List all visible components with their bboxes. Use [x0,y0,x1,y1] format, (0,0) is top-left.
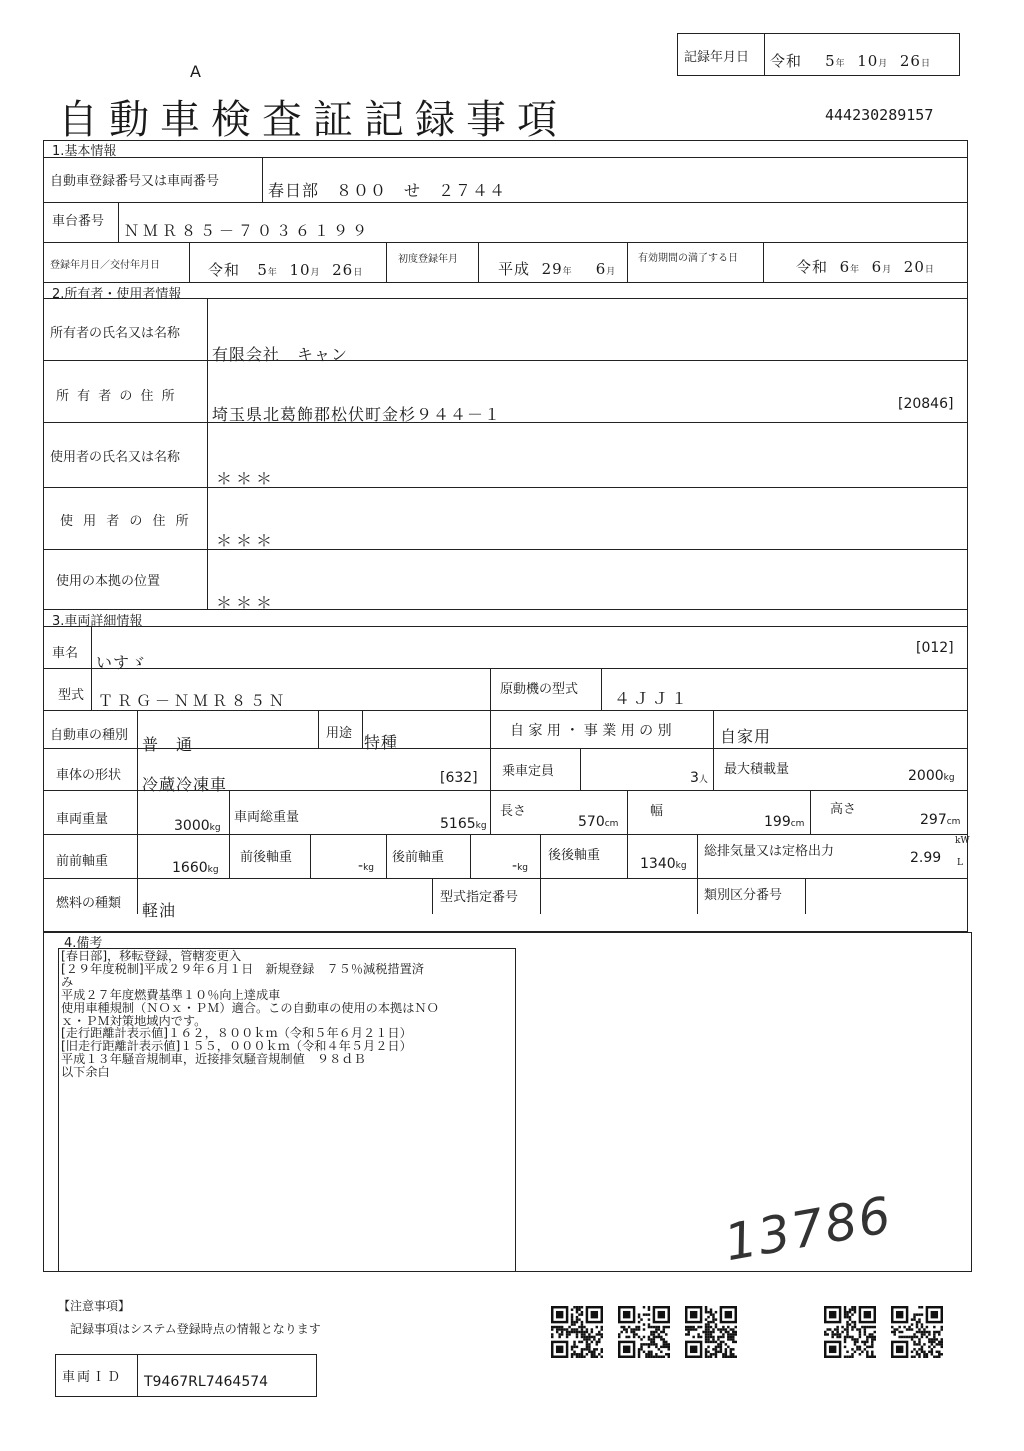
width-value: 199 [764,814,791,830]
engine: ４ＪＪ１ [614,689,691,708]
record-date-year: 5 [825,52,836,70]
qr-code-icon [618,1306,670,1358]
remark-line: [走行距離計表示値]１６２，８００ｋｍ（令和５年６月２１日） [61,1026,412,1041]
private-label: 自 家 用 ・ 事 業 用 の 別 [510,723,672,739]
section2-title: 2.所有者・使用者情報 [52,287,182,302]
reg-date-day: 26 [332,261,354,279]
rr-axle: 1340kg [640,856,687,872]
weight-label: 車両重量 [56,812,109,827]
height-value: 297 [920,812,947,828]
expiry-label: 有効期間の満了する日 [638,253,738,264]
qr-code-icon [685,1306,737,1358]
chassis: ＮＭＲ８５－７０３６１９９ [124,222,372,240]
car-name-label: 車名 [52,646,79,661]
remark-line: [旧走行距離計表示値]１５５，０００ｋｍ（令和４年５月２日） [61,1039,412,1054]
reg-no: 春日部 ８００ せ ２７４４ [268,181,507,200]
maxload: 2000kg [908,768,955,784]
user-name-label: 使用者の氏名又は名称 [50,450,181,465]
remark-line: [春日部]，移転登録，管轄変更入 [61,949,242,963]
rr-axle-label: 後後軸重 [548,848,601,863]
maxload-label: 最大積載量 [724,762,790,777]
expiry-era: 令和 [796,258,829,276]
use: 特種 [364,733,399,752]
gross-value: 5165 [440,816,476,832]
first-reg-year: 29 [541,260,563,278]
remark-line: み [61,974,74,989]
remark-line: 平成２７年度燃費基準１０％向上達成車 [61,987,281,1002]
fr-axle-label: 前後軸重 [240,850,293,865]
owner-addr-code: [20846] [898,396,954,412]
length: 570cm [578,814,619,830]
rf-axle: -kg [512,858,528,874]
owner-name: 有限会社 キャン [212,345,349,364]
expiry-day: 20 [903,258,925,276]
fr-axle-value: - [358,858,364,874]
remarks-lines [61,950,516,1079]
car-name: いすゞ [96,653,148,672]
record-date-era: 令和 [770,52,803,70]
car-name-code: [012] [916,640,954,656]
expiry: 令和 6年 6月 20日 [796,258,935,276]
use-label: 用途 [326,726,353,741]
reg-date-year: 5 [257,261,268,279]
length-value: 570 [578,814,605,830]
first-reg-era: 平成 [498,260,531,278]
remark-line: [２９年度税制]平成２９年６月１日 新規登録 ７５％減税措置済 [61,961,424,976]
height-label: 高さ [830,802,857,817]
displacement [910,850,941,866]
handwritten-number: 13786 [720,1185,897,1273]
private: 自家用 [720,727,772,746]
capacity-label: 乗車定員 [502,764,555,779]
capacity-value: 3 [690,770,699,786]
page-title: 自動車検査証記録事項 [58,97,568,143]
chassis-label: 車台番号 [52,214,105,229]
user-addr: ＊＊＊ [216,531,277,550]
length-label: 長さ [500,804,527,819]
displacement-label: 総排気量又は定格出力 [704,844,835,859]
fuel-label: 燃料の種類 [56,896,122,911]
reg-date-label: 登録年月日／交付年月日 [50,260,160,271]
notice-title: 【注意事項】 [58,1299,131,1313]
gross: 5165kg [440,816,487,832]
remark-line: 使用車種規制（ＮＯｘ・ＰＭ）適合。この自動車の使用の本拠はＮＯ [61,1000,439,1015]
capacity: 3人 [690,770,708,786]
height: 297cm [920,812,961,828]
reg-date-month: 10 [289,261,311,279]
first-reg-label: 初度登録年月 [398,254,458,265]
displacement-unit-l: L [957,858,963,868]
section1-title: 1.基本情報 [52,144,117,159]
fr-axle: -kg [358,858,374,874]
gross-label: 車両総重量 [234,810,300,825]
record-date-month: 10 [857,52,879,70]
owner-addr: 埼玉県北葛飾郡松伏町金杉９４４－１ [212,405,502,424]
body-code: [632] [440,770,478,786]
body: 冷蔵冷凍車 [142,775,228,794]
first-reg: 平成 29年 6月 [498,260,617,278]
record-date-day: 26 [899,52,921,70]
doc-number: 444230289157 [825,106,934,124]
rf-axle-label: 後前軸重 [392,850,445,865]
model-label: 型式 [58,688,85,703]
type-label: 自動車の種別 [50,728,129,743]
weight-value: 3000 [174,818,210,834]
ff-axle-label: 前前軸重 [56,854,109,869]
base-label: 使用の本拠の位置 [56,574,161,589]
remark-line: ｘ・ＰＭ対策地域内です。 [61,1013,207,1028]
user-addr-label: 使 用 者 の 住 所 [60,514,192,529]
owner-addr-label: 所 有 者 の 住 所 [56,389,177,404]
remark-line: 以下余白 [61,1065,110,1080]
fuel: 軽油 [142,901,177,920]
record-date: 令和 5年 10月 26日 [770,52,931,70]
width: 199cm [764,814,805,830]
section3-title: 3.車両詳細情報 [52,614,143,629]
qr-code-icon [551,1306,603,1358]
vehicle-id-label: 車両ＩＤ [62,1370,123,1385]
vehicle-id: T9467RL7464574 [144,1374,269,1390]
base: ＊＊＊ [216,593,277,612]
first-reg-month: 6 [595,260,607,278]
user-name: ＊＊＊ [216,469,277,488]
rr-axle-value: 1340 [640,856,676,872]
width-label: 幅 [650,804,664,819]
model: ＴＲＧ－ＮＭＲ８５Ｎ [98,692,289,710]
displacement-value: 2.99 [910,850,942,866]
type-designation-label: 型式指定番号 [440,890,519,905]
reg-date-era: 令和 [208,261,241,279]
type: 普 通 [142,735,194,754]
reg-date: 令和 5年 10月 26日 [208,261,364,279]
category-label: 類別区分番号 [704,888,783,903]
owner-name-label: 所有者の氏名又は名称 [50,326,181,341]
qr-code-icon [891,1306,943,1358]
qr-code-icon [824,1306,876,1358]
section4-title: 4.備考 [64,936,103,951]
expiry-year: 6 [839,258,851,276]
notice-text: 記録事項はシステム登録時点の情報となります [70,1322,321,1336]
body-label: 車体の形状 [56,768,122,783]
form-code: A [190,62,201,81]
displacement-unit-kw: kW [955,836,970,846]
ff-axle: 1660kg [172,860,219,876]
maxload-value: 2000 [908,768,944,784]
remark-line: 平成１３年騒音規制車，近接排気騒音規制値 ９８ｄＢ [61,1052,366,1067]
ff-axle-value: 1660 [172,860,208,876]
engine-label: 原動機の型式 [500,682,579,697]
weight: 3000kg [174,818,221,834]
record-date-label: 記録年月日 [684,50,750,65]
rf-axle-value: - [512,858,518,874]
reg-no-label: 自動車登録番号又は車両番号 [50,174,220,189]
expiry-month: 6 [871,258,883,276]
